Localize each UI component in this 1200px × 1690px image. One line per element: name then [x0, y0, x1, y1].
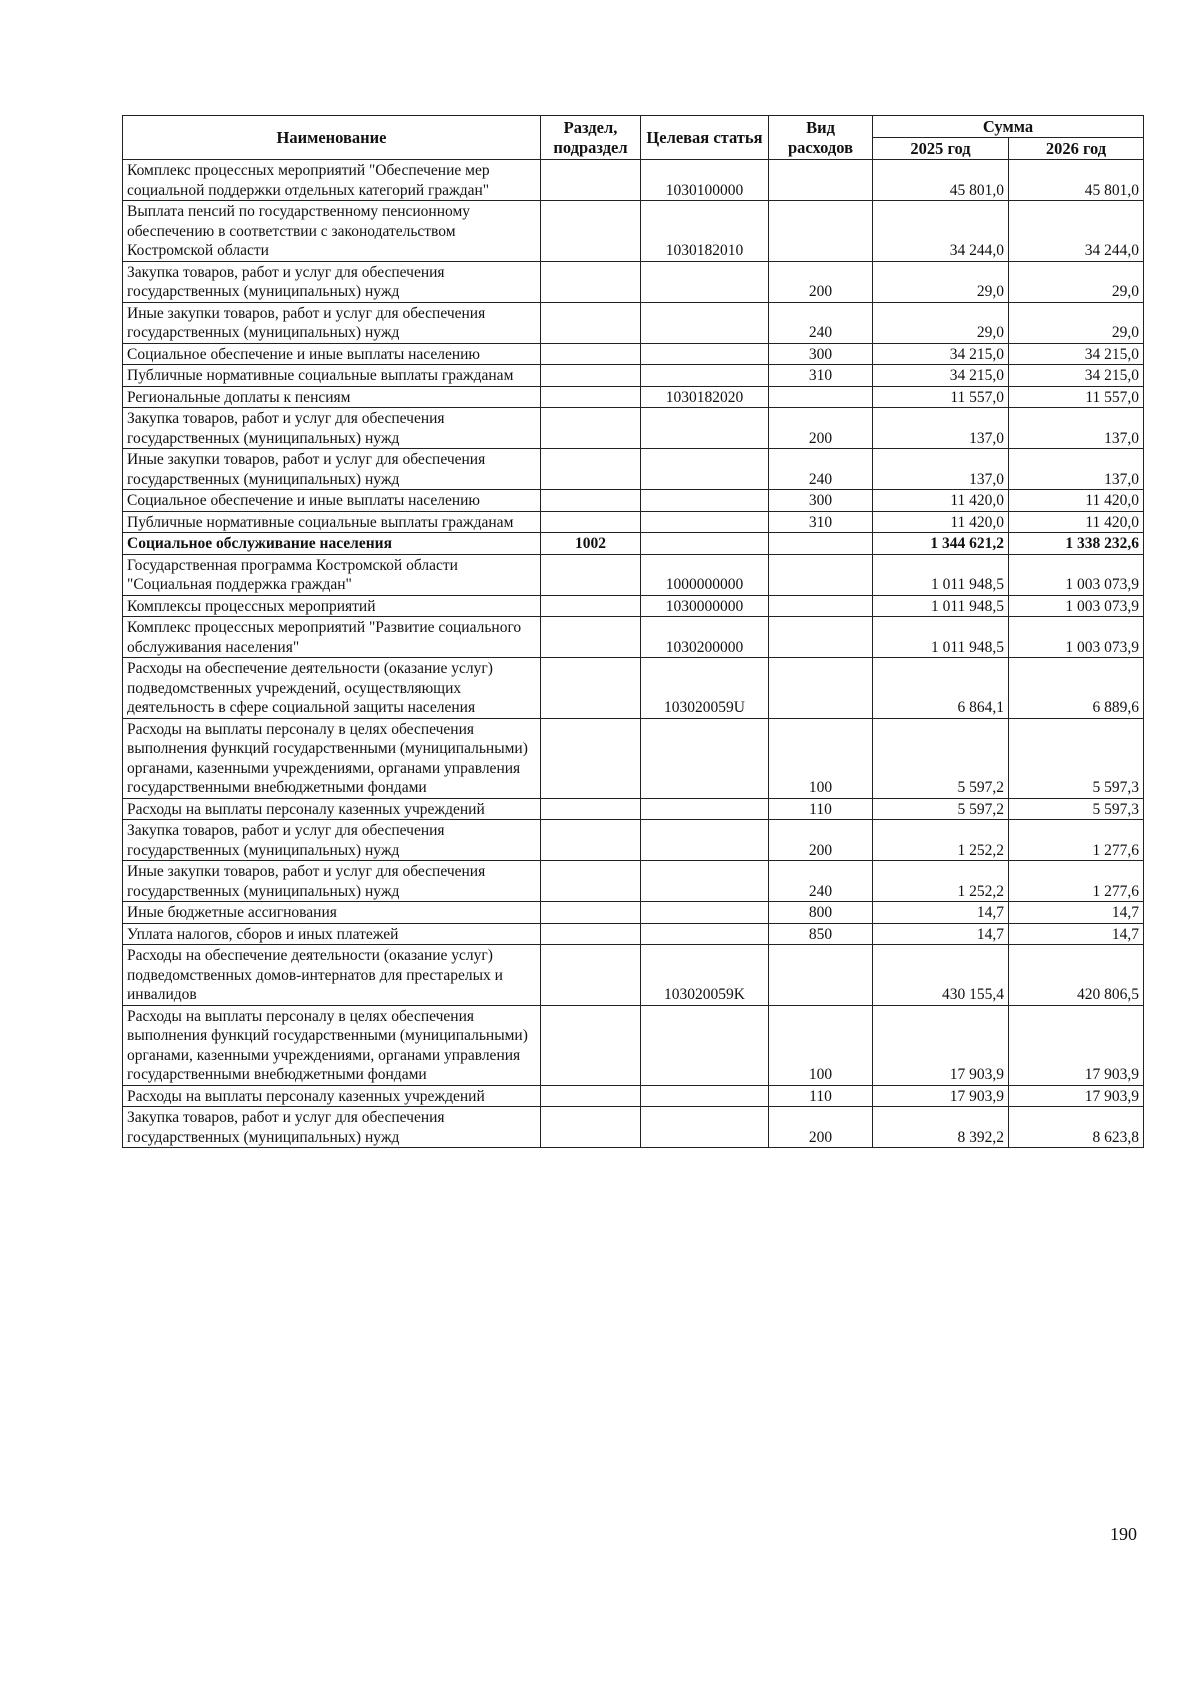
table-row — [123, 861, 1144, 902]
cell-2025: 34 244,0 — [873, 201, 1009, 262]
cell-target — [641, 1107, 769, 1148]
cell-name: Публичные нормативные социальные выплаты гражданам — [123, 365, 541, 387]
cell-2025: 45 801,0 — [873, 160, 1009, 201]
cell-target — [641, 902, 769, 924]
table-row — [123, 302, 1144, 343]
cell-2026: 34 244,0 — [1009, 201, 1144, 262]
cell-type: 310 — [769, 511, 873, 533]
cell-section: 1002 — [541, 533, 641, 555]
cell-section — [541, 798, 641, 820]
cell-section — [541, 595, 641, 617]
cell-target — [641, 490, 769, 512]
cell-2025: 34 215,0 — [873, 343, 1009, 365]
table-header-row — [123, 116, 1144, 138]
cell-2025: 5 597,2 — [873, 718, 1009, 798]
cell-2025: 1 011 948,5 — [873, 617, 1009, 658]
cell-section — [541, 658, 641, 719]
cell-type — [769, 617, 873, 658]
cell-2026: 11 420,0 — [1009, 490, 1144, 512]
table-row — [123, 1085, 1144, 1107]
cell-type — [769, 386, 873, 408]
cell-name: Закупка товаров, работ и услуг для обеспечения государственных (муниципальных) нужд — [123, 261, 541, 302]
cell-target: 1030000000 — [641, 595, 769, 617]
cell-2026: 1 338 232,6 — [1009, 533, 1144, 555]
cell-section — [541, 386, 641, 408]
cell-target: 103020059K — [641, 945, 769, 1006]
cell-name: Расходы на обеспечение деятельности (оказание услуг) подведомственных учреждений, осуществляющих деятельность в сфере социальной защиты населения — [123, 658, 541, 719]
cell-2025: 11 420,0 — [873, 490, 1009, 512]
cell-2026: 6 889,6 — [1009, 658, 1144, 719]
cell-type: 240 — [769, 302, 873, 343]
cell-2025: 1 252,2 — [873, 861, 1009, 902]
cell-2026: 29,0 — [1009, 302, 1144, 343]
table-row — [123, 820, 1144, 861]
cell-target — [641, 798, 769, 820]
cell-type: 200 — [769, 820, 873, 861]
cell-type — [769, 160, 873, 201]
cell-name: Иные закупки товаров, работ и услуг для обеспечения государственных (муниципальных) нужд — [123, 449, 541, 490]
cell-2026: 11 420,0 — [1009, 511, 1144, 533]
cell-target: 103020059U — [641, 658, 769, 719]
page-number: 190 — [1110, 1524, 1137, 1544]
header-target: Целевая статья — [641, 116, 769, 160]
cell-section — [541, 820, 641, 861]
cell-2026: 8 623,8 — [1009, 1107, 1144, 1148]
cell-section — [541, 201, 641, 262]
cell-2026: 1 277,6 — [1009, 820, 1144, 861]
cell-2025: 1 011 948,5 — [873, 554, 1009, 595]
cell-type: 850 — [769, 923, 873, 945]
cell-2025: 34 215,0 — [873, 365, 1009, 387]
header-sum: Сумма — [873, 116, 1144, 138]
cell-target: 1000000000 — [641, 554, 769, 595]
header-type: Вид расходов — [769, 116, 873, 160]
table-row — [123, 408, 1144, 449]
cell-name: Публичные нормативные социальные выплаты гражданам — [123, 511, 541, 533]
cell-name: Расходы на выплаты персоналу в целях обеспечения выполнения функций государственными (муниципальными) органами, казенными учреждениями, органами управления государственными внебюджетными фондами — [123, 1005, 541, 1085]
cell-2026: 14,7 — [1009, 923, 1144, 945]
cell-section — [541, 923, 641, 945]
cell-type: 240 — [769, 861, 873, 902]
cell-section — [541, 261, 641, 302]
cell-target — [641, 533, 769, 555]
cell-name: Комплекс процессных мероприятий "Обеспечение мер социальной поддержки отдельных категорий граждан" — [123, 160, 541, 201]
cell-target: 1030182010 — [641, 201, 769, 262]
cell-name: Иные бюджетные ассигнования — [123, 902, 541, 924]
cell-2025: 1 011 948,5 — [873, 595, 1009, 617]
cell-target: 1030182020 — [641, 386, 769, 408]
cell-name: Иные закупки товаров, работ и услуг для обеспечения государственных (муниципальных) нужд — [123, 861, 541, 902]
cell-target — [641, 261, 769, 302]
table-row — [123, 533, 1144, 555]
header-section: Раздел, подраздел — [541, 116, 641, 160]
cell-type: 200 — [769, 1107, 873, 1148]
cell-target — [641, 718, 769, 798]
cell-section — [541, 902, 641, 924]
cell-target — [641, 1005, 769, 1085]
cell-section — [541, 302, 641, 343]
cell-type — [769, 658, 873, 719]
cell-target — [641, 923, 769, 945]
cell-2025: 11 557,0 — [873, 386, 1009, 408]
cell-section — [541, 554, 641, 595]
table-row — [123, 658, 1144, 719]
cell-2026: 137,0 — [1009, 449, 1144, 490]
cell-type: 100 — [769, 1005, 873, 1085]
cell-section — [541, 861, 641, 902]
cell-2025: 8 392,2 — [873, 1107, 1009, 1148]
cell-2026: 1 003 073,9 — [1009, 554, 1144, 595]
cell-section — [541, 343, 641, 365]
cell-section — [541, 718, 641, 798]
cell-target — [641, 302, 769, 343]
cell-2026: 17 903,9 — [1009, 1005, 1144, 1085]
cell-name: Комплекс процессных мероприятий "Развитие социального обслуживания населения" — [123, 617, 541, 658]
cell-name: Социальное обеспечение и иные выплаты населению — [123, 343, 541, 365]
cell-type — [769, 201, 873, 262]
header-name: Наименование — [123, 116, 541, 160]
cell-type: 300 — [769, 490, 873, 512]
cell-type: 800 — [769, 902, 873, 924]
cell-section — [541, 365, 641, 387]
table-row — [123, 554, 1144, 595]
cell-2026: 5 597,3 — [1009, 798, 1144, 820]
table-row — [123, 511, 1144, 533]
cell-section — [541, 490, 641, 512]
cell-type: 200 — [769, 261, 873, 302]
cell-2026: 45 801,0 — [1009, 160, 1144, 201]
cell-target — [641, 861, 769, 902]
cell-2025: 137,0 — [873, 449, 1009, 490]
cell-name: Расходы на выплаты персоналу казенных учреждений — [123, 798, 541, 820]
cell-name: Иные закупки товаров, работ и услуг для обеспечения государственных (муниципальных) нужд — [123, 302, 541, 343]
cell-2026: 420 806,5 — [1009, 945, 1144, 1006]
cell-target: 1030200000 — [641, 617, 769, 658]
table-row — [123, 923, 1144, 945]
cell-type: 240 — [769, 449, 873, 490]
table-row — [123, 1107, 1144, 1148]
cell-2025: 137,0 — [873, 408, 1009, 449]
cell-section — [541, 1005, 641, 1085]
cell-2025: 430 155,4 — [873, 945, 1009, 1006]
cell-2025: 17 903,9 — [873, 1005, 1009, 1085]
cell-section — [541, 617, 641, 658]
cell-name: Социальное обслуживание населения — [123, 533, 541, 555]
cell-2026: 137,0 — [1009, 408, 1144, 449]
table-row — [123, 201, 1144, 262]
table-row — [123, 902, 1144, 924]
table-row — [123, 160, 1144, 201]
cell-target — [641, 449, 769, 490]
cell-name: Закупка товаров, работ и услуг для обеспечения государственных (муниципальных) нужд — [123, 408, 541, 449]
budget-table — [122, 115, 1144, 1148]
cell-2025: 29,0 — [873, 302, 1009, 343]
cell-2025: 6 864,1 — [873, 658, 1009, 719]
cell-2025: 17 903,9 — [873, 1085, 1009, 1107]
cell-2026: 29,0 — [1009, 261, 1144, 302]
cell-2026: 17 903,9 — [1009, 1085, 1144, 1107]
cell-section — [541, 408, 641, 449]
table-row — [123, 386, 1144, 408]
cell-type — [769, 554, 873, 595]
table-row — [123, 718, 1144, 798]
cell-2026: 1 277,6 — [1009, 861, 1144, 902]
table-row — [123, 261, 1144, 302]
cell-2026: 1 003 073,9 — [1009, 617, 1144, 658]
cell-target — [641, 343, 769, 365]
cell-2025: 29,0 — [873, 261, 1009, 302]
cell-type: 110 — [769, 798, 873, 820]
table-row — [123, 798, 1144, 820]
cell-name: Социальное обеспечение и иные выплаты населению — [123, 490, 541, 512]
cell-section — [541, 511, 641, 533]
cell-2025: 14,7 — [873, 902, 1009, 924]
cell-target — [641, 511, 769, 533]
cell-2026: 11 557,0 — [1009, 386, 1144, 408]
cell-type — [769, 945, 873, 1006]
header-year-2025: 2025 год — [873, 138, 1009, 160]
cell-target: 1030100000 — [641, 160, 769, 201]
table-row — [123, 617, 1144, 658]
cell-name: Расходы на выплаты персоналу в целях обеспечения выполнения функций государственными (муниципальными) органами, казенными учреждениями, органами управления государственными внебюджетными фондами — [123, 718, 541, 798]
cell-2026: 1 003 073,9 — [1009, 595, 1144, 617]
cell-section — [541, 160, 641, 201]
cell-2025: 14,7 — [873, 923, 1009, 945]
cell-name: Государственная программа Костромской области "Социальная поддержка граждан" — [123, 554, 541, 595]
cell-target — [641, 820, 769, 861]
cell-section — [541, 449, 641, 490]
cell-name: Уплата налогов, сборов и иных платежей — [123, 923, 541, 945]
cell-section — [541, 945, 641, 1006]
cell-type: 310 — [769, 365, 873, 387]
cell-target — [641, 408, 769, 449]
cell-name: Комплексы процессных мероприятий — [123, 595, 541, 617]
table-row — [123, 343, 1144, 365]
cell-type: 200 — [769, 408, 873, 449]
table-row — [123, 945, 1144, 1006]
cell-type — [769, 595, 873, 617]
cell-2025: 1 252,2 — [873, 820, 1009, 861]
table-row — [123, 1005, 1144, 1085]
cell-name: Региональные доплаты к пенсиям — [123, 386, 541, 408]
cell-name: Расходы на обеспечение деятельности (оказание услуг) подведомственных домов-интернатов для престарелых и инвалидов — [123, 945, 541, 1006]
cell-2026: 34 215,0 — [1009, 343, 1144, 365]
table-row — [123, 365, 1144, 387]
cell-section — [541, 1107, 641, 1148]
cell-type — [769, 533, 873, 555]
cell-name: Выплата пенсий по государственному пенсионному обеспечению в соответствии с законодательством Костромской области — [123, 201, 541, 262]
cell-section — [541, 1085, 641, 1107]
cell-type: 300 — [769, 343, 873, 365]
cell-target — [641, 365, 769, 387]
table-body — [123, 160, 1144, 1148]
cell-target — [641, 1085, 769, 1107]
cell-2026: 14,7 — [1009, 902, 1144, 924]
table-row — [123, 490, 1144, 512]
cell-2025: 1 344 621,2 — [873, 533, 1009, 555]
cell-2026: 34 215,0 — [1009, 365, 1144, 387]
cell-name: Закупка товаров, работ и услуг для обеспечения государственных (муниципальных) нужд — [123, 820, 541, 861]
cell-2025: 11 420,0 — [873, 511, 1009, 533]
cell-2025: 5 597,2 — [873, 798, 1009, 820]
table-row — [123, 449, 1144, 490]
cell-2026: 5 597,3 — [1009, 718, 1144, 798]
header-year-2026: 2026 год — [1009, 138, 1144, 160]
table-row — [123, 595, 1144, 617]
cell-name: Расходы на выплаты персоналу казенных учреждений — [123, 1085, 541, 1107]
cell-type: 100 — [769, 718, 873, 798]
cell-name: Закупка товаров, работ и услуг для обеспечения государственных (муниципальных) нужд — [123, 1107, 541, 1148]
cell-type: 110 — [769, 1085, 873, 1107]
